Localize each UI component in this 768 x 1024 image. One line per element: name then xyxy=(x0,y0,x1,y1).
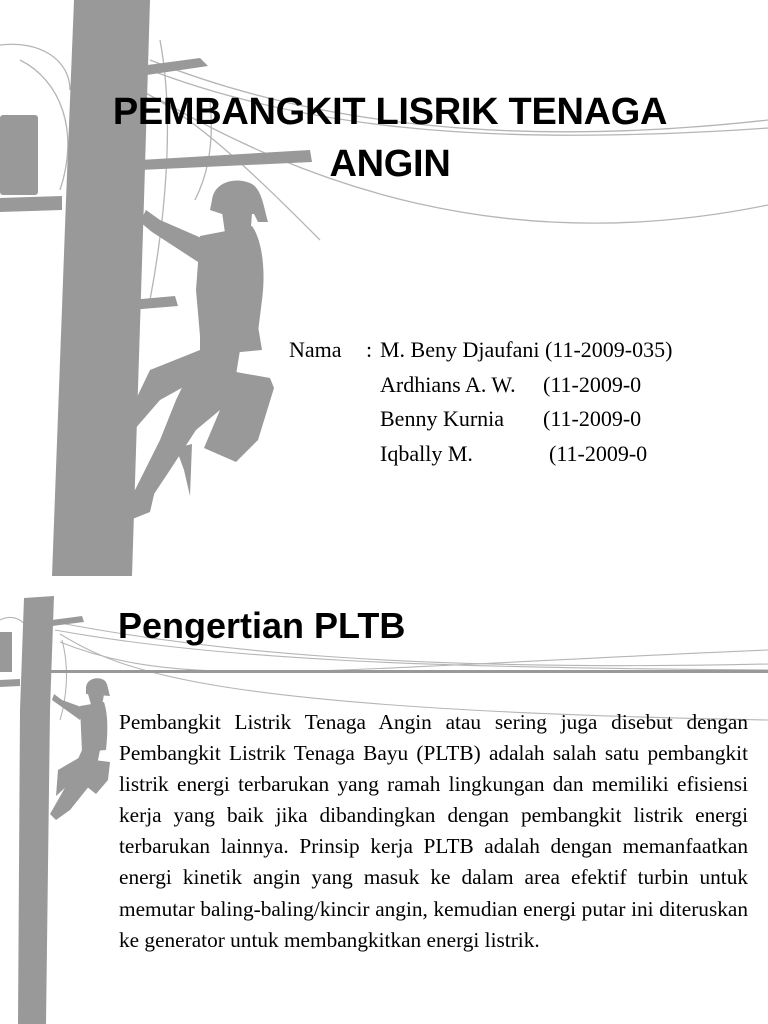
title-line-1: PEMBANGKIT LISRIK TENAGA xyxy=(112,91,668,133)
content-slide xyxy=(0,590,768,1024)
member-row xyxy=(289,437,672,472)
member-id: (11-2009-0 xyxy=(549,440,648,466)
member-row xyxy=(289,402,672,437)
member-name: Ardhians A. W. xyxy=(380,371,516,397)
members-label: Nama xyxy=(289,337,342,362)
member-name: M. Beny Djaufani xyxy=(380,337,540,362)
member-row xyxy=(289,333,672,368)
slide-title xyxy=(40,86,740,190)
slide-body-text: Pembangkit Listrik Tenaga Angin atau sering juga disebut dengan Pembangkit Listrik Tenaga Bayu (PLTB) adalah salah satu pembangkit listrik energi terbarukan yang ramah lingkungan dan memiliki efisiensi kerja yang baik jika dibandingkan dengan pembangkit listrik energi terbarukan lainnya. Prinsip kerja PLTB adalah dengan memanfaatkan energi kinetik angin yang masuk ke dalam area efektif turbin untuk memutar baling-baling/kincir angin, kemudian energi putar ini diteruskan ke generator untuk membangkitkan energi listrik. xyxy=(119,710,748,952)
title-line-2: ANGIN xyxy=(329,143,451,185)
member-id: (11-2009-0 xyxy=(543,371,642,397)
members-list xyxy=(289,333,672,471)
member-name: Benny Kurnia xyxy=(380,406,505,431)
member-id: (11-2009-0 xyxy=(543,406,642,431)
member-row xyxy=(289,368,672,403)
member-name: Iqbally M. xyxy=(380,440,473,466)
member-id: (11-2009-035) xyxy=(544,337,673,362)
slide-title: Pengertian PLTB xyxy=(118,605,406,646)
members-separator: : xyxy=(366,337,373,362)
